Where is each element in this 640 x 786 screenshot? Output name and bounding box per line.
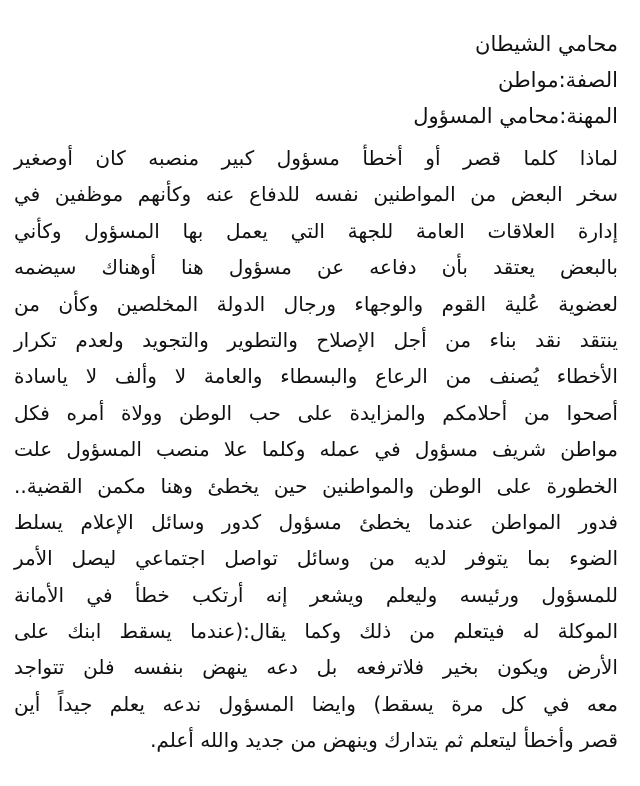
- body-line: لعضوية عُلية القوم والوجهاء ورجال الدولة المخلصين وكأن من: [14, 291, 618, 316]
- article-title: محامي الشيطان: [475, 32, 618, 56]
- author-role: الصفة:مواطن: [497, 68, 618, 92]
- body-line: إدارة العلاقات العامة للجهة التي يعمل بها المسؤول وكأني: [14, 218, 618, 243]
- body-line: الضوء بما يتوفر لديه من وسائل تواصل اجتماعي ليصل الأمر: [14, 546, 618, 571]
- body-line: الأخطاء يُصنف من الرعاع والبسطاء والعامة لا وألف لا ياسادة: [14, 364, 618, 389]
- body-line: الأرض ويكون بخير فلاترفعه بل دعه ينهض بنفسه فلن تتواجد: [14, 655, 618, 680]
- body-line: أصحوا من أحلامكم والمزايدة على حب الوطن وولاة أمره فكل: [14, 400, 618, 425]
- body-line: قصر وأخطأ ليتعلم ثم يتدارك وينهض من جديد والله أعلم.: [150, 728, 618, 753]
- body-line: بالبعض يعتقد بأن دفاعه عن مسؤول هنا أوهناك سيضمه: [14, 255, 618, 280]
- body-line: الخطورة على الوطن والمواطنين حين يخطئ وهنا مكمن القضية..: [14, 473, 618, 498]
- body-line: ينتقد نقد بناء من أجل الإصلاح والتطوير والتجويد ولعدم تكرار: [14, 327, 618, 352]
- body-line: الموكلة له فيتعلم من ذلك وكما يقال:(عندما يسقط ابنك على: [14, 619, 618, 644]
- body-line: فدور المواطن عندما يخطئ مسؤول كدور وسائل الإعلام يسلط: [14, 509, 618, 534]
- body-line: لماذا كلما قصر أو أخطأ مسؤول كبير منصبه كان أوصغير: [14, 146, 618, 170]
- body-line: معه في كل مرة يسقط) وايضا المسؤول ندعه يعلم جيداً أين: [14, 691, 618, 716]
- body-line: مواطن شريف مسؤول في عمله وكلما علا منصب المسؤول علت: [14, 437, 618, 462]
- author-profession: المهنة:محامي المسؤول: [413, 104, 618, 128]
- article-body: [14, 140, 618, 759]
- body-line: سخر البعض من المواطنين نفسه للدفاع عنه وكأنهم موظفين في: [14, 182, 618, 207]
- body-line: للمسؤول ورئيسه وليعلم ويشعر إنه أرتكب خطأ في الأمانة: [14, 582, 618, 607]
- article: [14, 26, 618, 759]
